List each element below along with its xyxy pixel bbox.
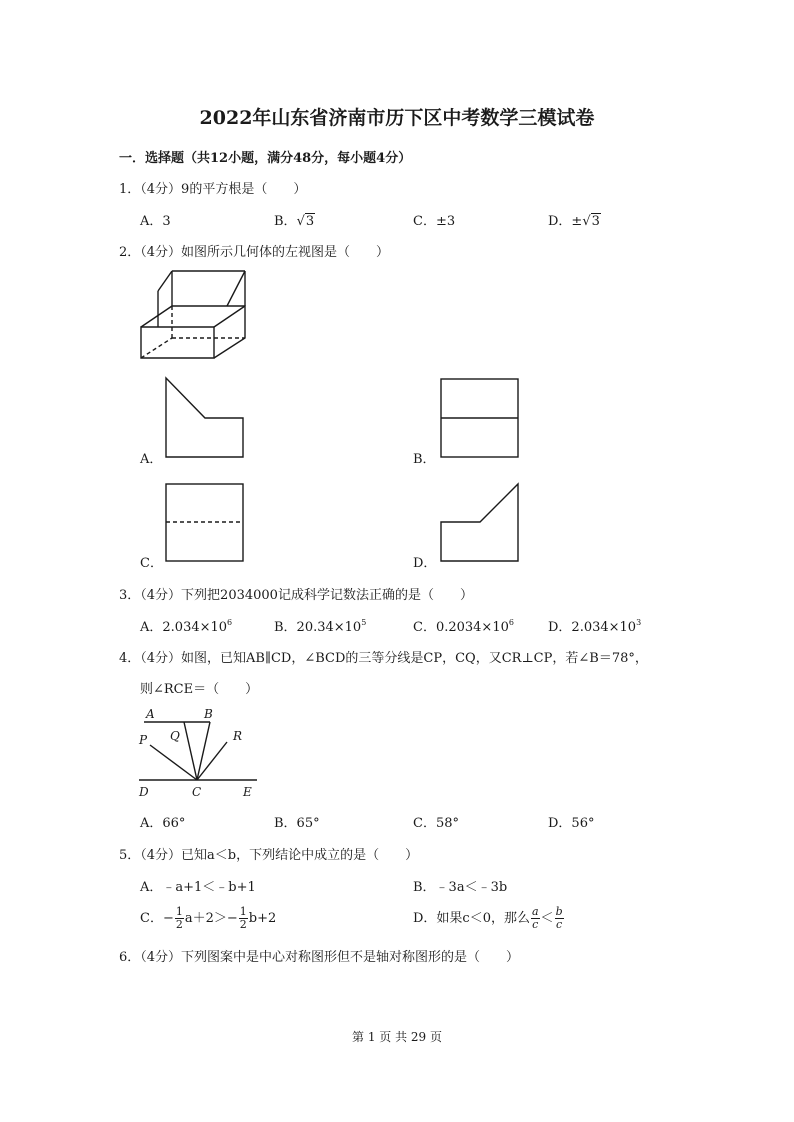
- q4-option-d: D．56°: [548, 816, 595, 831]
- q2-stem: 2．（4分）如图所示几何体的左视图是（ ）: [119, 245, 390, 260]
- q1-stem: 1．（4分）9的平方根是（ ）: [119, 182, 307, 197]
- q5-stem: 5．（4分）已知a＜b，下列结论中成立的是（ ）: [119, 848, 419, 863]
- q1-option-c: C．±3: [413, 214, 456, 229]
- q3-option-c: C．$0.2034\times 10^6$: [413, 618, 514, 635]
- q5-option-b: B．﹣3a＜﹣3b: [413, 880, 508, 895]
- q4-option-b: B．65°: [274, 816, 320, 831]
- fig-label-c: C: [192, 785, 202, 799]
- q6-stem: 6．（4分）下列图案中是中心对称图形但不是轴对称图形的是（ ）: [119, 950, 520, 965]
- q5-option-d: D．如果c＜0，那么 $\frac{a}{c}$ ＜ $\frac{b}{c}$: [413, 905, 563, 931]
- q1-option-a: A．3: [140, 214, 171, 229]
- q2-option-b: B．: [413, 452, 436, 467]
- q4-option-a: A．66°: [140, 816, 186, 831]
- q2-option-d: D．: [413, 556, 437, 571]
- q5-option-a: A．﹣a+1＜﹣b+1: [140, 880, 256, 895]
- q1-option-d: D．±√3: [548, 214, 600, 229]
- page-title: 2022年山东省济南市历下区中考数学三模试卷: [199, 107, 595, 129]
- fig-label-p: P: [139, 733, 148, 747]
- q2-option-c: C．: [140, 556, 163, 571]
- q3-option-d: D．$2.034\times 10^3$: [548, 618, 642, 635]
- q1-option-b: B．√3: [274, 214, 315, 229]
- fig-label-q: Q: [170, 729, 180, 743]
- fig-label-b: B: [204, 707, 213, 721]
- fig-label-d: D: [139, 785, 149, 799]
- q2-option-a: A．: [140, 452, 163, 467]
- q3-stem: 3．（4分）下列把2034000记成科学记数法正确的是（ ）: [119, 588, 473, 603]
- section-heading: 一．选择题（共12小题，满分48分，每小题4分）: [119, 151, 412, 166]
- q3-option-a: A．$2.034\times 10^6$: [140, 618, 233, 635]
- fig-label-a: A: [146, 707, 155, 721]
- q4-stem-line1: 4．（4分）如图，已知AB∥CD，∠BCD的三等分线是CP，CQ，又CR⊥CP，若∠B＝78°，: [119, 651, 648, 666]
- q3-option-b: B．$20.34\times 10^5$: [274, 618, 367, 635]
- q4-stem-line2: 则∠RCE＝（ ）: [140, 682, 259, 697]
- q4-option-c: C．58°: [413, 816, 459, 831]
- fig-label-r: R: [233, 729, 243, 743]
- q5-option-c: C．− $\frac{1}{2}$ a＋2＞− $\frac{1}{2}$ b+2: [140, 905, 277, 931]
- page-footer: 第 1 页 共 29 页: [352, 1030, 442, 1044]
- fig-label-e: E: [243, 785, 252, 799]
